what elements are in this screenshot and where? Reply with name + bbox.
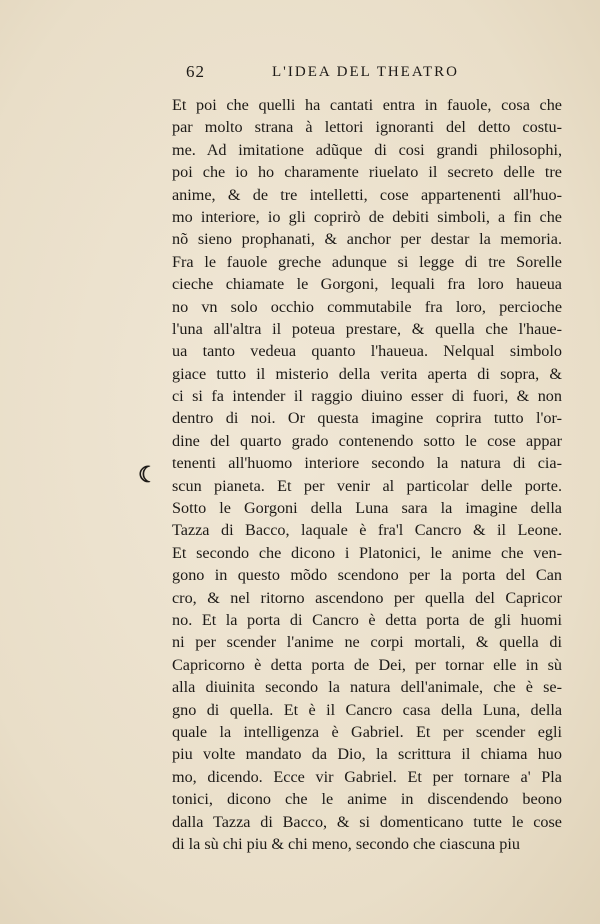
page-number: 62 <box>186 62 205 81</box>
text-line: par molto strana à lettori ignoranti del detto costu- <box>172 118 562 137</box>
text-line: giace tutto il misterio della verita aperta di sopra, & <box>172 364 562 383</box>
text-line: dentro di noi. Or questa imagine coprira tutto l'or- <box>172 409 562 428</box>
running-head: L'IDEA DEL THEATRO <box>272 64 460 80</box>
text-line: me. Ad imitatione adũque di cosi grandi philosophi, <box>172 140 562 159</box>
text-line: cro, & nel ritorno ascendono per quella del Capricor <box>172 588 562 607</box>
moon-symbol-icon: ☾ <box>138 462 158 487</box>
text-line: poi che io ho charamente riuelato il secreto delle tre <box>172 163 562 182</box>
body-text <box>172 94 562 855</box>
text-line: quale la intelligenza è Gabriel. Et per scender egli <box>172 722 562 741</box>
text-line: cieche chiamate le Gorgoni, lequali fra loro haueua <box>172 275 562 294</box>
text-line: Fra le fauole greche adunque si legge di tre Sorelle <box>172 252 562 271</box>
text-line: tonici, dicono che le anime in discendendo beono <box>172 790 562 809</box>
text-line: di la sù chi piu & chi meno, secondo che ciascuna piu <box>172 834 520 853</box>
text-line: alla diuinita secondo la natura dell'animale, che è se- <box>172 678 562 697</box>
text-line: nõ sieno prophanati, & anchor per destar la memoria. <box>172 230 562 249</box>
text-line: Tazza di Bacco, laquale è fra'l Cancro & il Leone. <box>172 521 562 540</box>
text-line: Sotto le Gorgoni della Luna sara la imagine della <box>172 499 562 518</box>
text-line: scun pianeta. Et per venir al particolar delle porte. <box>172 476 562 495</box>
text-line: dalla Tazza di Bacco, & si domenticano tutte le cose <box>172 812 562 831</box>
text-line: tenenti all'huomo interiore secondo la natura di cia- <box>172 454 562 473</box>
text-line: Et secondo che dicono i Platonici, le anime che ven- <box>172 543 562 562</box>
text-line: Et poi che quelli ha cantati entra in fauole, cosa che <box>172 96 562 114</box>
text-line: Capricorno è detta porta de Dei, per tornar elle in sù <box>172 655 562 674</box>
text-line: gono in questo mõdo scendono per la porta del Can <box>172 566 562 585</box>
text-line: anime, & de tre intelletti, cose appartenenti all'huo- <box>172 185 562 204</box>
text-line: no. Et la porta di Cancro è detta porta de gli huomi <box>172 610 562 629</box>
page-header <box>186 62 486 86</box>
text-line: l'una all'altra il poteua prestare, & quella che l'haue- <box>172 319 562 338</box>
text-line: ci si fa intender il raggio diuino esser di fuori, & non <box>172 387 562 406</box>
text-line: dine del quarto grado contenendo sotto le cose appar <box>172 431 562 450</box>
text-line: gno di quella. Et è il Cancro casa della Luna, della <box>172 700 562 719</box>
text-line: ni per scender l'anime ne corpi mortali, & quella di <box>172 633 562 652</box>
text-line: piu volte mandato da Dio, la scrittura il chiama huo <box>172 745 562 764</box>
text-line: no vn solo occhio commutabile fra loro, percioche <box>172 297 562 316</box>
text-line: mo interiore, io gli coprirò de debiti simboli, a fin che <box>172 207 562 226</box>
text-line: mo, dicendo. Ecce vir Gabriel. Et per tornare a' Pla <box>172 767 562 786</box>
text-line: ua tanto vedeua quanto l'haueua. Nelqual simbolo <box>172 342 562 361</box>
